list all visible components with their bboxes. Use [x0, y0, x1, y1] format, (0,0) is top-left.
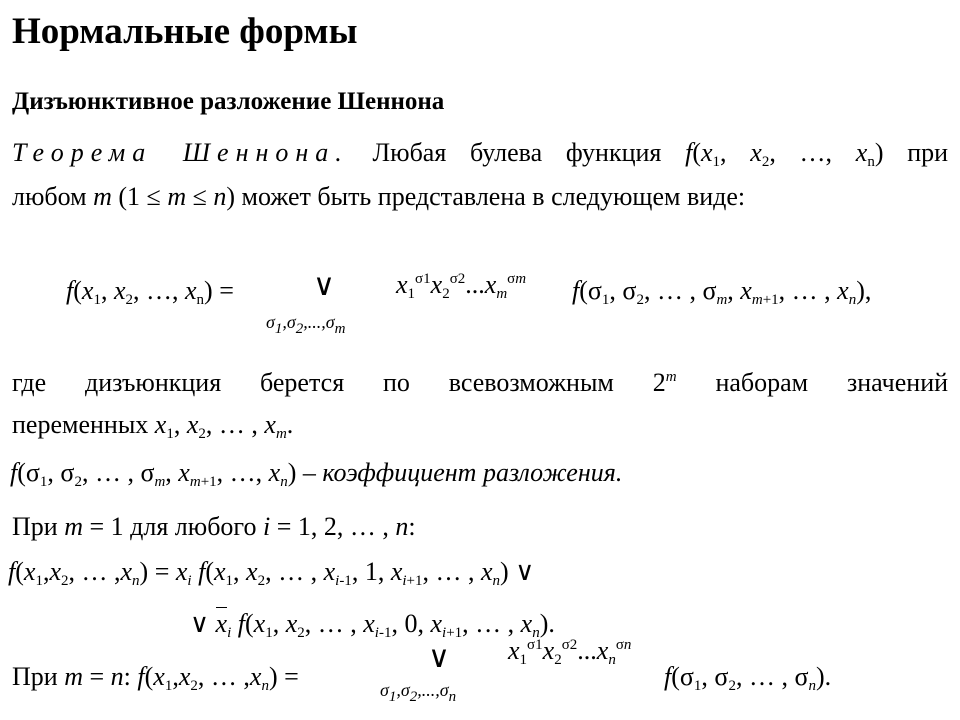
- explanation-line-2: переменных $x_1$, $x_2$, … , $x_m$.: [12, 410, 294, 442]
- formula-coefficient: $f(\sigma_1$, $\sigma_2$, … , $\sigma_m$, $x_{m+1}$, … , $x_n$),: [572, 276, 872, 308]
- theorem-line-2: любом m (1 ≤ m ≤ n) может быть представлена в следующем виде:: [12, 182, 746, 211]
- case-mn-lhs: При m = n: $f(x_1,x_2$, … $,x_n$) =: [12, 662, 299, 694]
- theorem-text-end: при: [907, 138, 949, 167]
- disjunction-index-2: $\sigma_1,\sigma_2,...,\sigma_n$: [380, 680, 457, 705]
- disjunction-index: $\sigma_1,\sigma_2,...,\sigma_m$: [266, 312, 346, 337]
- theorem-line-1: [12, 138, 948, 168]
- coefficient-line: $f(\sigma_1$, $\sigma_2$, … , $\sigma_m$, $x_{m+1}$, …, $x_n$) – коэффициент разложения.: [10, 458, 623, 490]
- theorem-text: Любая булева функция: [372, 138, 662, 167]
- monomial: $x_1^{\sigma 1}x_2^{\sigma 2}...x_m^{\sigma m}$: [396, 270, 527, 302]
- section-heading: Дизъюнктивное разложение Шеннона: [12, 88, 445, 115]
- case-m1-heading: При m = 1 для любого i = 1, 2, … , n:: [12, 512, 416, 541]
- explanation-line-1: где дизъюнкция берется по всевозможным 2$^m$ наборам значений: [12, 368, 949, 397]
- theorem-function: $f(x_1$, $x_2$, …, $x_n$): [685, 138, 884, 170]
- case-mn-coefficient: $f(\sigma_1$, $\sigma_2$, … , $\sigma_n$).: [664, 662, 832, 694]
- page-title: Нормальные формы: [12, 11, 358, 52]
- monomial-2: $x_1^{\sigma 1}x_2^{\sigma 2}...x_n^{\sigma n}$: [508, 636, 632, 668]
- m-range: m (1 ≤ m ≤ n): [93, 182, 236, 211]
- disjunction-symbol: ∨: [313, 269, 335, 302]
- formula-lhs: $f(x_1$, $x_2$, …, $x_n$) =: [66, 276, 234, 308]
- disjunction-symbol-2: ∨: [428, 641, 450, 674]
- theorem-label: Теорема Шеннона.: [12, 138, 349, 167]
- case-m1-formula-2: ∨ $x_i$ $f(x_1$, $x_2$, … , $x_{i-1}$, 0, $x_{i+1}$, … , $x_n$).: [190, 609, 555, 641]
- case-m1-formula-1: $f(x_1,x_2$, … $,x_n) = x_i$ $f(x_1$, $x_2$, … , $x_{i-1}$, 1, $x_{i+1}$, … , $x_n$) ∨: [8, 557, 535, 589]
